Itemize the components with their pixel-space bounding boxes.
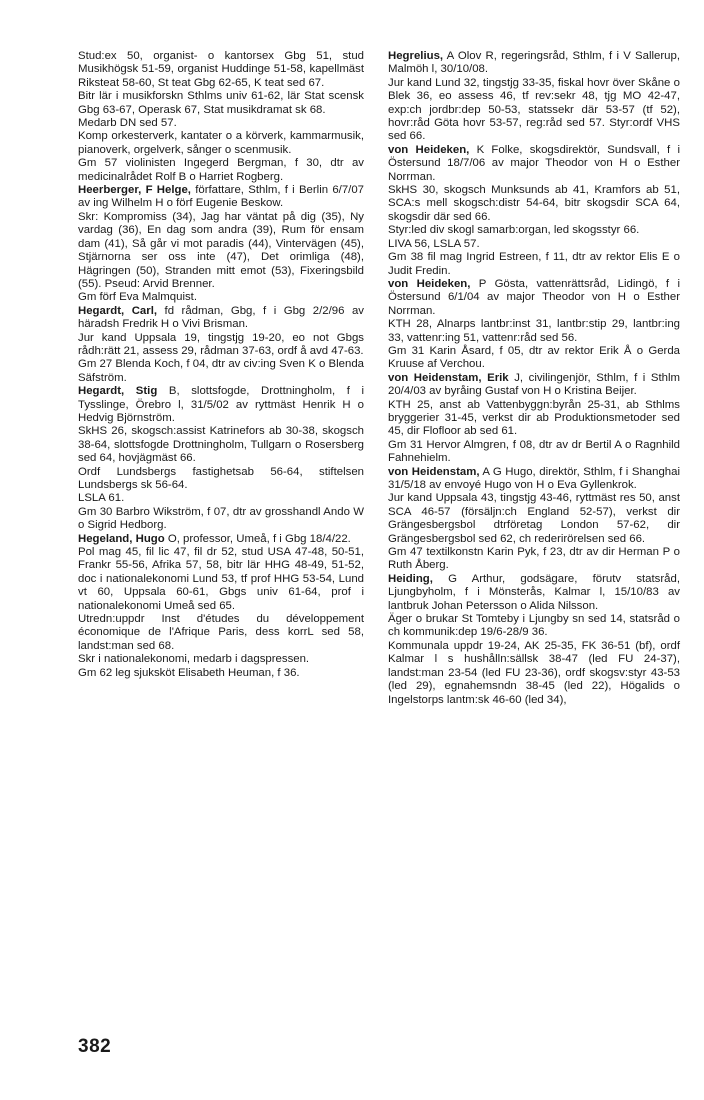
page-number: 382 — [78, 1036, 112, 1057]
entry-text: Gm 57 violinisten Ingegerd Bergman, f 30, dtr av medicinalrådet Rolf B o Harriet Rogberg. — [78, 157, 364, 183]
entry-text: Jur kand Uppsala 19, tingstjg 19-20, eo not Gbgs rådh:rätt 21, assess 29, rådman 37-63, ordf å avd 47-63. — [78, 331, 364, 357]
entry-text: P Gösta, vattenrättsråd, Lidingö, f i Östersund 6/1/04 av major Theodor von H o Esther Norrman. — [388, 277, 680, 317]
entry-text: G Arthur, godsägare, förutv statsråd, Ljungbyholm, f i Mönsterås, Kalmar l, 15/10/83 av lantbruk Johan Petersson o Alida Nilsson. — [388, 572, 680, 612]
entry-paragraph — [78, 358, 364, 385]
entry-paragraph — [388, 224, 680, 237]
person-name: Hegardt, Stig — [78, 385, 158, 398]
entry-paragraph — [388, 546, 680, 573]
entry-paragraph — [78, 492, 364, 505]
entry-paragraph — [388, 184, 680, 224]
person-name: von Heideken, — [388, 143, 470, 156]
entry-text: B, slottsfogde, Drottningholm, f i Tysslinge, Örebro l, 31/5/02 av ryttmäst Henrik H o Hedvig Björnström. — [78, 385, 364, 424]
person-name: Heiding, — [388, 572, 433, 585]
entry-text: Utredn:uppdr Inst d'études du développement économique de l'Afrique Paris, dess korrL sed 58, landst:man sed 68. — [78, 613, 364, 652]
entry-paragraph — [78, 90, 364, 117]
entry-header-paragraph — [388, 573, 680, 613]
entry-text: A G Hugo, direktör, Sthlm, f i Shanghai 31/5/18 av envoyé Hugo von H o Eva Gyllenkrok. — [388, 465, 680, 491]
person-name: Heerberger, F Helge, — [78, 184, 191, 197]
person-name: Hegrelius, — [388, 50, 444, 62]
entry-paragraph — [388, 439, 680, 466]
entry-text: Gm 31 Karin Åsard, f 05, dtr av rektor Erik Å o Gerda Kruuse af Verchou. — [388, 344, 680, 371]
entry-paragraph — [78, 506, 364, 533]
entry-text: KTH 25, anst ab Vattenbyggn:byrån 25-31, ab Sthlms bryggerier 31-45, verkst dir ab Produktionsmetoder sed 45, dir Flofloor ab sed 61. — [388, 398, 680, 438]
entry-paragraph — [388, 318, 680, 345]
entry-header-paragraph — [78, 385, 364, 425]
entry-paragraph — [78, 50, 364, 90]
entry-header-paragraph — [388, 372, 680, 399]
entry-text: Kommunala uppdr 19-24, AK 25-35, FK 36-51 (bf), ordf Kalmar l s hushålln:sällsk 38-47 (led FU 24-37), landst:man 23-54 (led FU 23-36), ordf skogsv:styr 43-53 (led 29), egnahemsndn 38-45 (led 22), Högalids o Ingelstorps lantm:sk 46-60 (led 34), — [388, 639, 680, 706]
entry-text: författare, Sthlm, f i Berlin 6/7/07 av ing Wilhelm H o förf Eugenie Beskow. — [78, 184, 364, 210]
entry-header-paragraph — [78, 533, 364, 546]
entry-text: LIVA 56, LSLA 57. — [388, 237, 480, 250]
person-name: von Heideken, — [388, 277, 471, 290]
entry-text: O, professor, Umeå, f i Gbg 18/4/22. — [164, 532, 351, 545]
entry-text: Gm 38 fil mag Ingrid Estreen, f 11, dtr av rektor Elis E o Judit Fredin. — [388, 251, 680, 277]
entry-text: Pol mag 45, fil lic 47, fil dr 52, stud USA 47-48, 50-51, Frankr 55-56, Afrika 57, 58, bitr lär HHG 48-49, 51-52, doc i nationalekonomi Lund 53, tf prof HHG 53-54, Lund vt 60, Uppsala 60-61, Gbgs univ 61-64, prof i nationalekonomi Umeå sed 65. — [78, 546, 364, 612]
entry-paragraph — [78, 613, 364, 653]
entry-paragraph — [78, 117, 364, 130]
entry-text: Gm förf Eva Malmquist. — [78, 291, 197, 304]
entry-paragraph — [388, 77, 680, 144]
entry-text: Jur kand Lund 32, tingstjg 33-35, fiskal hovr över Skåne o Blek 36, eo assess 46, tf rev:sekr 48, tjg MO 42-47, exp:ch jordbr:dep 50-53, statssekr där 53-57 (tf 52), hovr:råd Göta hovr 53-57, reg:råd sed 57. Styr:ordf VHS sed 66. — [388, 76, 680, 143]
entry-header-paragraph — [388, 50, 680, 77]
person-name: Hegeland, Hugo — [78, 532, 165, 545]
entry-paragraph — [78, 546, 364, 613]
entry-paragraph — [78, 211, 364, 291]
entry-paragraph — [388, 613, 680, 640]
entry-paragraph — [388, 492, 680, 546]
entry-text: KTH 28, Alnarps lantbr:inst 31, lantbr:stip 29, lantbr:ing 33, vattenr:ing 51, vattenr:råd sed 56. — [388, 318, 680, 344]
entry-paragraph — [388, 399, 680, 439]
entry-text: Bitr lär i musikforskn Sthlms univ 61-62, lär Stat scensk Gbg 63-67, Operask 67, Stat musikdramat sk 68. — [78, 90, 364, 116]
entry-text: Medarb DN sed 57. — [78, 117, 177, 130]
entry-text: Skr i nationalekonomi, medarb i dagspressen. — [78, 653, 310, 666]
person-name: von Heidenstam, Erik — [388, 371, 509, 384]
entry-text: Gm 47 textilkonstn Karin Pyk, f 23, dtr av dir Herman P o Ruth Åberg. — [388, 546, 680, 572]
entry-text: Gm 62 leg sjuksköt Elisabeth Heuman, f 36. — [78, 666, 300, 679]
entry-text: LSLA 61. — [78, 492, 125, 505]
entry-header-paragraph — [388, 144, 680, 184]
entry-paragraph — [388, 251, 680, 278]
entry-text: Ordf Lundsbergs fastighetsab 56-64, stiftelsen Lundsbergs sk 56-64. — [78, 465, 364, 491]
entry-header-paragraph — [388, 466, 680, 493]
entry-text: Komp orkesterverk, kantater o a körverk, kammarmusik, pianoverk, orgelverk, sånger o scenmusik. — [78, 130, 364, 156]
entry-paragraph — [388, 640, 680, 707]
entry-text: SkHS 30, skogsch Munksunds ab 41, Kramfors ab 51, SCA:s mell skogsch:distr 54-64, bitr skogsdir SCA 64, skogsdir där sed 66. — [388, 184, 680, 223]
entry-text: Jur kand Uppsala 43, tingstjg 43-46, ryttmäst res 50, anst SCA 46-57 (försäljn:ch England 52-57), verkst dir Grängesbergsbol dtrföretag London 57-62, dir Grängesbergsbol sed 62, ch rederirörelsen sed 66. — [388, 492, 680, 545]
entry-text: Gm 30 Barbro Wikström, f 07, dtr av grosshandl Ando W o Sigrid Hedborg. — [78, 505, 364, 532]
right-column — [388, 50, 680, 707]
entry-text: SkHS 26, skogsch:assist Katrinefors ab 30-38, skogsch 38-64, slottsfogde Drottningholm, Tullgarn o Rosersberg sed 64, hovjägmäst 66. — [78, 425, 364, 465]
entry-text: Skr: Kompromiss (34), Jag har väntat på dig (35), Ny vardag (36), En dag som andra (39), Rum för ensam dam (41), Så går vi mot paradis (44), Vintervägen (45), Stjärnorna ser oss inte (47), Det orimliga (48), Hägringen (50), Stranden mitt emot (53), Fixeringsbild (55). Pseud: Arvid Brenner. — [78, 210, 364, 290]
entry-text: Äger o brukar St Tomteby i Ljungby sn sed 14, statsråd o ch kommunik:dep 19/6-28/9 36. — [388, 613, 680, 639]
entry-paragraph — [78, 466, 364, 493]
left-column — [78, 50, 364, 680]
entry-paragraph — [78, 157, 364, 184]
entry-text: Gm 27 Blenda Koch, f 04, dtr av civ:ing Sven K o Blenda Säfström. — [78, 358, 364, 384]
entry-header-paragraph — [78, 184, 364, 211]
entry-header-paragraph — [388, 278, 680, 318]
entry-text: K Folke, skogsdirektör, Sundsvall, f i Östersund 18/7/06 av major Theodor von H o Esther Norrman. — [388, 143, 680, 183]
person-name: von Heidenstam, — [388, 465, 480, 478]
entry-paragraph — [78, 332, 364, 359]
entry-text: Styr:led div skogl samarb:organ, led skogsstyr 66. — [388, 224, 640, 237]
entry-paragraph — [78, 667, 364, 680]
entry-text: Stud:ex 50, organist- o kantorsex Gbg 51, stud Musikhögsk 51-59, organist Huddinge 51-58, kapellmäst Riksteat 58-60, St teat Gbg 62-65, K teat sed 67. — [78, 50, 364, 89]
entry-text: Gm 31 Hervor Almgren, f 08, dtr av dr Bertil A o Ragnhild Fahnehielm. — [388, 438, 680, 465]
entry-paragraph — [78, 653, 364, 666]
entry-header-paragraph — [78, 305, 364, 332]
entry-text: fd rådman, Gbg, f i Gbg 2/2/96 av häradsh Fredrik H o Vivi Brisman. — [78, 304, 364, 331]
entry-paragraph — [388, 345, 680, 372]
entry-text: J, civilingenjör, Sthlm, f i Sthlm 20/4/03 av byråing Gustaf von H o Kristina Beijer. — [388, 371, 680, 398]
entry-paragraph — [78, 130, 364, 157]
entry-paragraph — [78, 425, 364, 465]
entry-text: A Olov R, regeringsråd, Sthlm, f i V Sallerup, Malmöh l, 30/10/08. — [388, 50, 680, 76]
person-name: Hegardt, Carl, — [78, 304, 158, 317]
entry-paragraph — [388, 238, 680, 251]
entry-paragraph — [78, 291, 364, 304]
